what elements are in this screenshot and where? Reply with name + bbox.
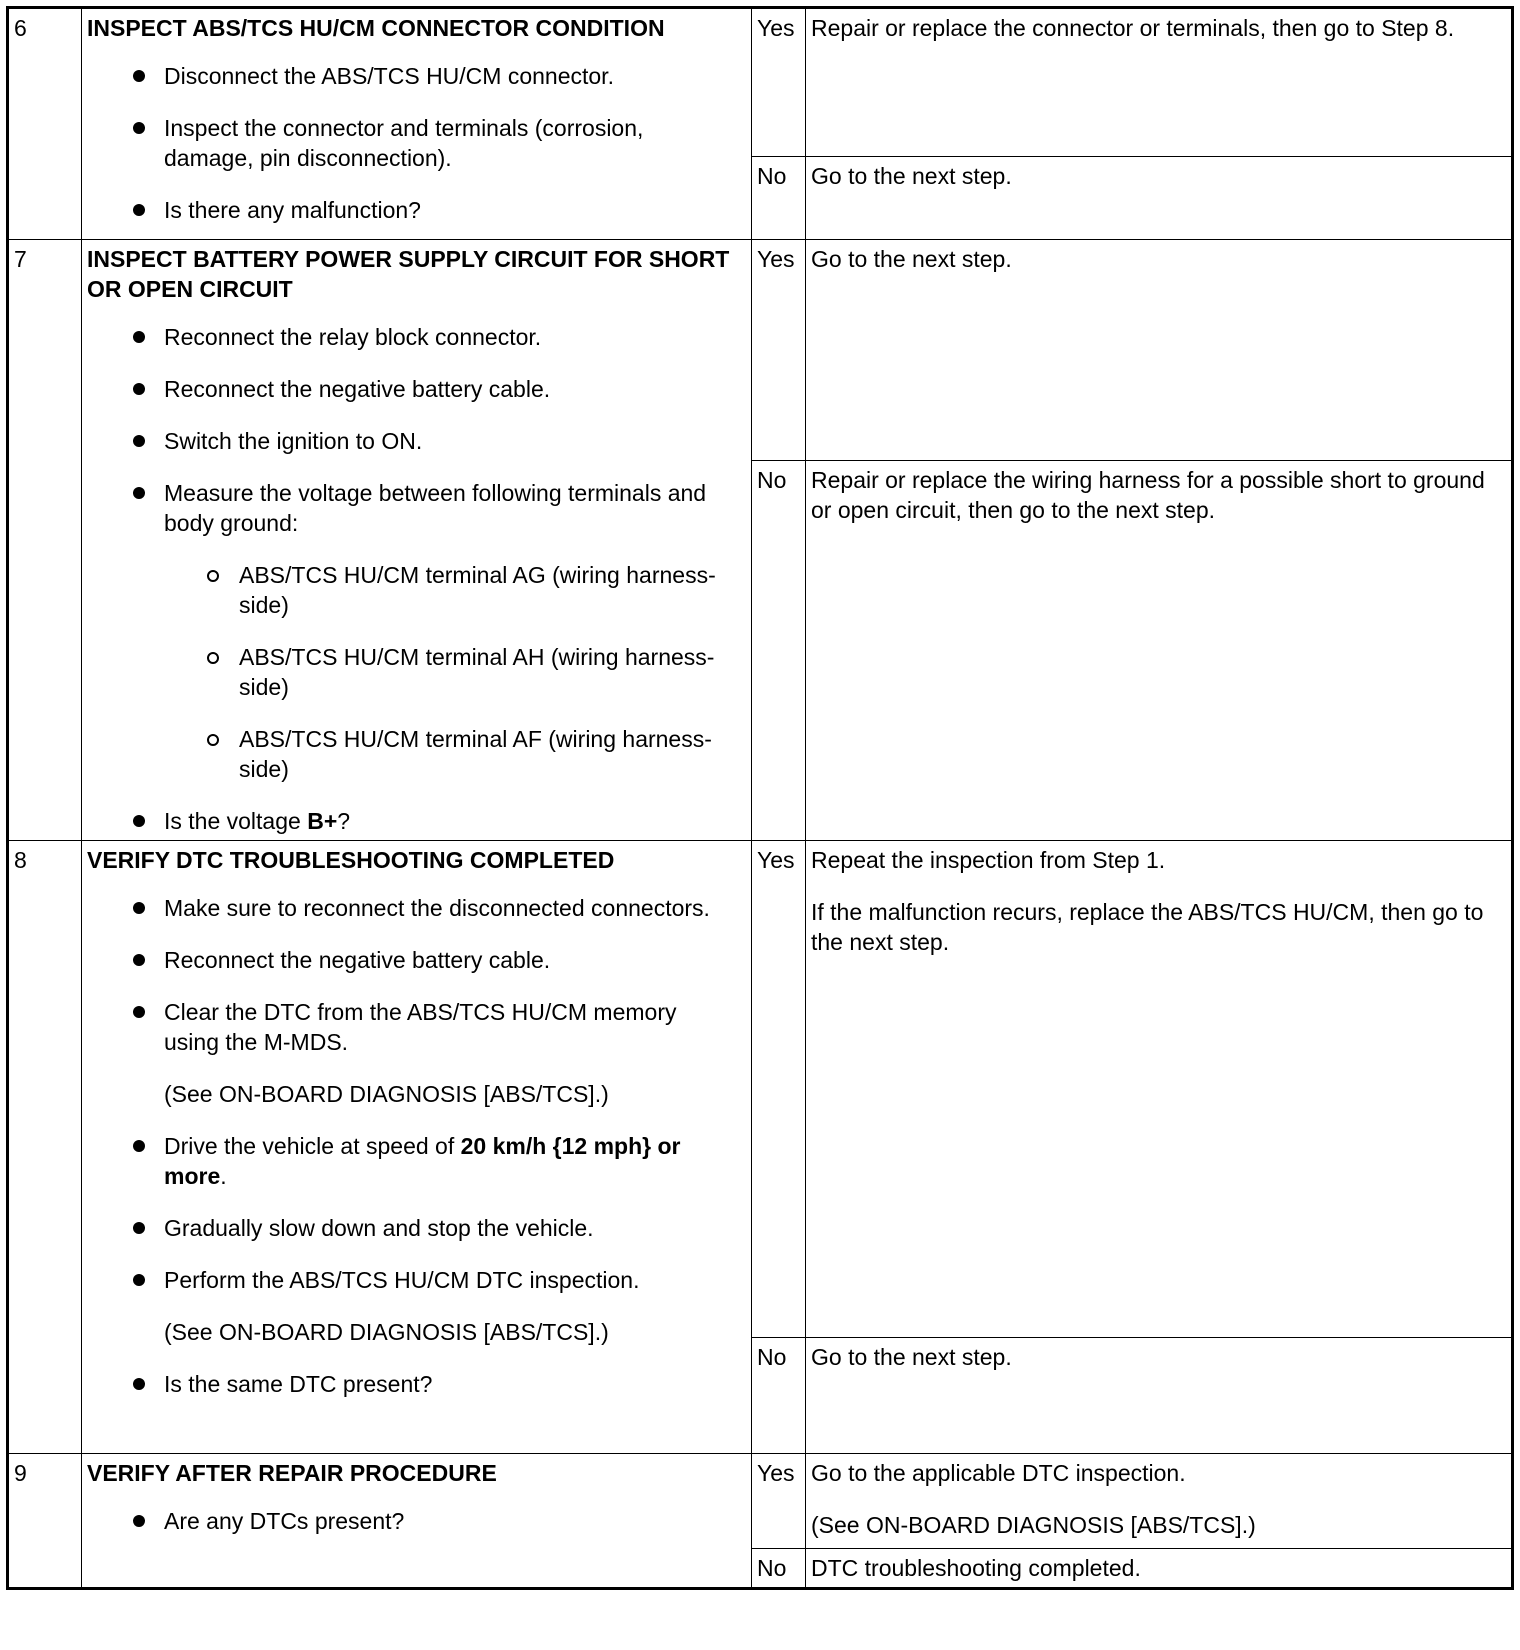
- troubleshooting-table: [6, 6, 1514, 1590]
- speed-value: 20 km/h {12 mph} or more: [164, 1133, 681, 1189]
- step-number: 7: [8, 240, 82, 841]
- instruction-item: Disconnect the ABS/TCS HU/CM connector.: [87, 61, 745, 91]
- instruction-item: [87, 997, 745, 1109]
- instruction-text: Measure the voltage between following terminals and body ground:: [164, 480, 707, 536]
- result-no-action: Go to the next step.: [806, 157, 1513, 240]
- result-yes-action: Go to the next step.: [806, 240, 1513, 461]
- step-8-yes-row: [8, 841, 1513, 1338]
- step-inspection: [82, 8, 752, 240]
- result-yes-action: [806, 1454, 1513, 1549]
- step-title: INSPECT ABS/TCS HU/CM CONNECTOR CONDITION: [87, 15, 665, 41]
- action-text: Go to the applicable DTC inspection.: [811, 1460, 1186, 1486]
- result-yes-label: Yes: [752, 8, 806, 157]
- question-prefix: Is the voltage: [164, 808, 308, 834]
- instruction-item: Reconnect the negative battery cable.: [87, 374, 745, 404]
- instruction-item: Reconnect the negative battery cable.: [87, 945, 745, 975]
- instruction-list: [87, 61, 745, 225]
- instruction-item: Is there any malfunction?: [87, 195, 745, 225]
- result-no-action: DTC troubleshooting completed.: [806, 1549, 1513, 1589]
- step-inspection: [82, 1454, 752, 1589]
- result-yes-label: Yes: [752, 841, 806, 1338]
- result-yes-action: Repair or replace the connector or terminals, then go to Step 8.: [806, 8, 1513, 157]
- step-number: 8: [8, 841, 82, 1454]
- terminal-item: ABS/TCS HU/CM terminal AH (wiring harness-side): [164, 642, 735, 702]
- instruction-list: [87, 893, 745, 1399]
- instruction-list: [87, 1506, 745, 1536]
- instruction-item: Gradually slow down and stop the vehicle.: [87, 1213, 745, 1243]
- result-yes-action: [806, 841, 1513, 1338]
- instruction-item: [87, 806, 745, 836]
- action-text: Repeat the inspection from Step 1.: [811, 847, 1166, 873]
- result-yes-label: Yes: [752, 240, 806, 461]
- instruction-item: Is the same DTC present?: [87, 1369, 745, 1399]
- step-number: 9: [8, 1454, 82, 1589]
- step-number: 6: [8, 8, 82, 240]
- instruction-text: Clear the DTC from the ABS/TCS HU/CM memory using the M-MDS.: [164, 999, 677, 1055]
- result-no-action: Repair or replace the wiring harness for a possible short to ground or open circuit, then go to the next step.: [806, 461, 1513, 841]
- terminal-list: [164, 560, 735, 784]
- step-title: VERIFY AFTER REPAIR PROCEDURE: [87, 1460, 497, 1486]
- drive-prefix: Drive the vehicle at speed of: [164, 1133, 461, 1159]
- question-suffix: ?: [337, 808, 351, 834]
- terminal-item: ABS/TCS HU/CM terminal AG (wiring harness-side): [164, 560, 735, 620]
- step-6-yes-row: [8, 8, 1513, 157]
- result-yes-label: Yes: [752, 1454, 806, 1549]
- result-no-label: No: [752, 1549, 806, 1589]
- instruction-item: Reconnect the relay block connector.: [87, 322, 745, 352]
- step-inspection: [82, 240, 752, 841]
- action-text: (See ON-BOARD DIAGNOSIS [ABS/TCS].): [811, 1512, 1256, 1538]
- result-no-label: No: [752, 1338, 806, 1454]
- result-no-label: No: [752, 157, 806, 240]
- instruction-item: Inspect the connector and terminals (corrosion, damage, pin disconnection).: [87, 113, 745, 173]
- instruction-list: [87, 322, 745, 836]
- instruction-item: [87, 1131, 745, 1191]
- drive-suffix: .: [220, 1163, 227, 1189]
- instruction-item: [87, 1265, 745, 1347]
- instruction-item: Are any DTCs present?: [87, 1506, 745, 1536]
- instruction-item: Switch the ignition to ON.: [87, 426, 745, 456]
- result-no-action: Go to the next step.: [806, 1338, 1513, 1454]
- instruction-item: [87, 478, 745, 784]
- instruction-text: Perform the ABS/TCS HU/CM DTC inspection.: [164, 1267, 640, 1293]
- terminal-item: ABS/TCS HU/CM terminal AF (wiring harness-side): [164, 724, 735, 784]
- step-title: INSPECT BATTERY POWER SUPPLY CIRCUIT FOR SHORT OR OPEN CIRCUIT: [87, 246, 730, 302]
- instruction-item: Make sure to reconnect the disconnected connectors.: [87, 893, 745, 923]
- reference-note: (See ON-BOARD DIAGNOSIS [ABS/TCS].): [164, 1081, 609, 1107]
- step-9-yes-row: [8, 1454, 1513, 1549]
- step-title: VERIFY DTC TROUBLESHOOTING COMPLETED: [87, 847, 615, 873]
- step-inspection: [82, 841, 752, 1454]
- action-text: If the malfunction recurs, replace the ABS/TCS HU/CM, then go to the next step.: [811, 899, 1484, 955]
- reference-note: (See ON-BOARD DIAGNOSIS [ABS/TCS].): [164, 1319, 609, 1345]
- voltage-value: B+: [307, 808, 338, 834]
- result-no-label: No: [752, 461, 806, 841]
- step-7-yes-row: [8, 240, 1513, 461]
